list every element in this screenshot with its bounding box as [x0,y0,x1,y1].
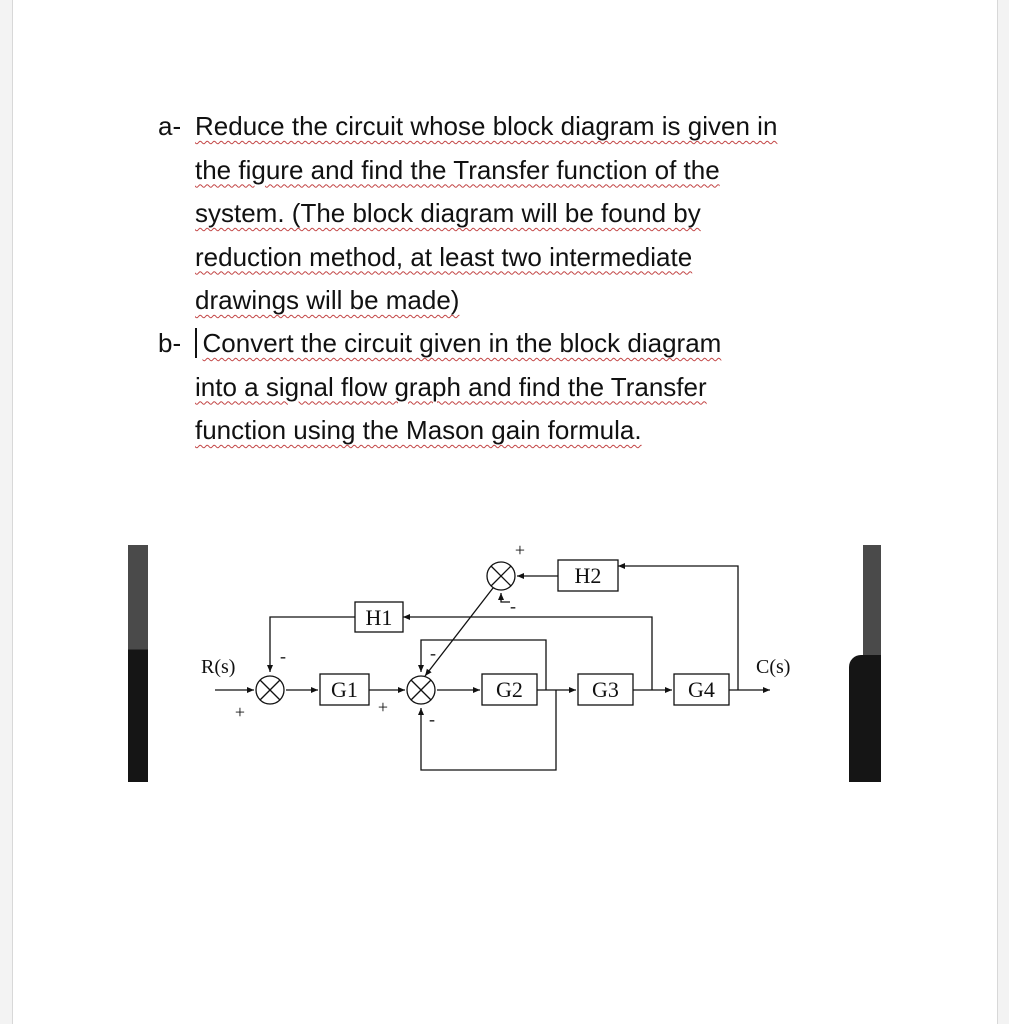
output-label: C(s) [756,656,791,678]
input-label: R(s) [201,656,236,678]
block-g3-label: G3 [592,677,619,702]
question-b-line: Convert the circuit given in the block diagram [202,328,722,358]
question-b-line: function using the Mason gain formula. [195,415,642,445]
block-g4-label: G4 [688,677,715,702]
question-b-prefix: b- [158,328,182,358]
question-b-line: into a signal flow graph and find the Transfer [195,371,707,402]
block-h2-label: H2 [574,563,602,588]
sign-s2-bottom: - [429,709,435,729]
question-a-line: drawings will be made) [195,285,460,315]
question-a-line: system. (The block diagram will be found by [195,198,701,228]
summing-junction-3 [487,562,515,590]
block-g2-label: G2 [496,677,523,702]
sign-s3-bottom: - [510,596,516,616]
question-a-line: Reduce the circuit whose block diagram is given in [195,111,778,141]
sign-s1-input: + [234,702,246,722]
sign-s3-h2: + [514,540,526,560]
sign-s2-top: - [430,643,436,663]
signal-lines [215,566,770,770]
summing-junction-1 [256,676,284,704]
summing-junction-2 [407,676,435,704]
question-a-line: reduction method, at least two intermediate [195,241,693,272]
block-h1-label: H1 [365,605,393,630]
question-a-line: the figure and find the Transfer function of the [195,154,720,185]
question-a-prefix: a- [158,111,182,141]
sign-s1-feedback: - [280,646,286,666]
summing-junctions [256,562,515,704]
block-g1-label: G1 [331,677,358,702]
sign-s2-g1: + [377,697,389,717]
